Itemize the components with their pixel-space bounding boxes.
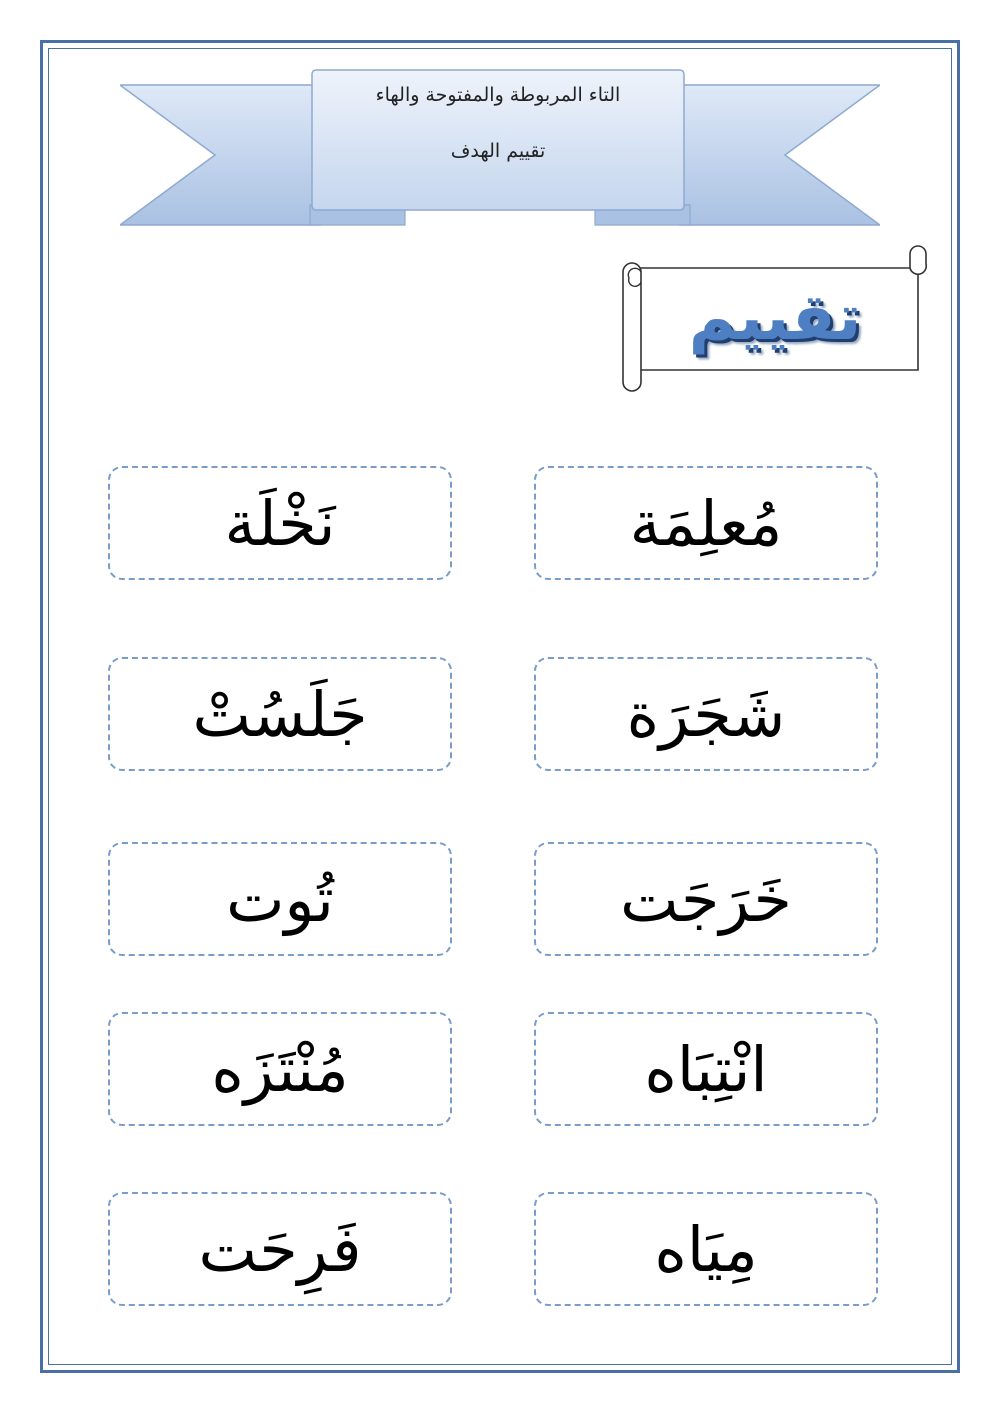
word-card[interactable]: نَخْلَة bbox=[108, 466, 452, 580]
banner-subtitle: تقييم الهدف bbox=[450, 140, 546, 162]
word-card[interactable]: مُنْتَزَه bbox=[108, 1012, 452, 1126]
word-card[interactable]: شَجَرَة bbox=[534, 657, 878, 771]
word-card[interactable]: مِيَاه bbox=[534, 1192, 878, 1306]
word-card[interactable]: مُعلِمَة bbox=[534, 466, 878, 580]
word-card[interactable]: جَلَسُتْ bbox=[108, 657, 452, 771]
badge-word: تقييم bbox=[688, 281, 862, 355]
word-card[interactable]: انْتِبَاه bbox=[534, 1012, 878, 1126]
word-card[interactable]: فَرِحَت bbox=[108, 1192, 452, 1306]
banner-text bbox=[312, 70, 684, 210]
word-card[interactable]: تُوت bbox=[108, 842, 452, 956]
word-card[interactable]: خَرَجَت bbox=[534, 842, 878, 956]
banner-title: التاء المربوطة والمفتوحة والهاء bbox=[375, 84, 621, 106]
